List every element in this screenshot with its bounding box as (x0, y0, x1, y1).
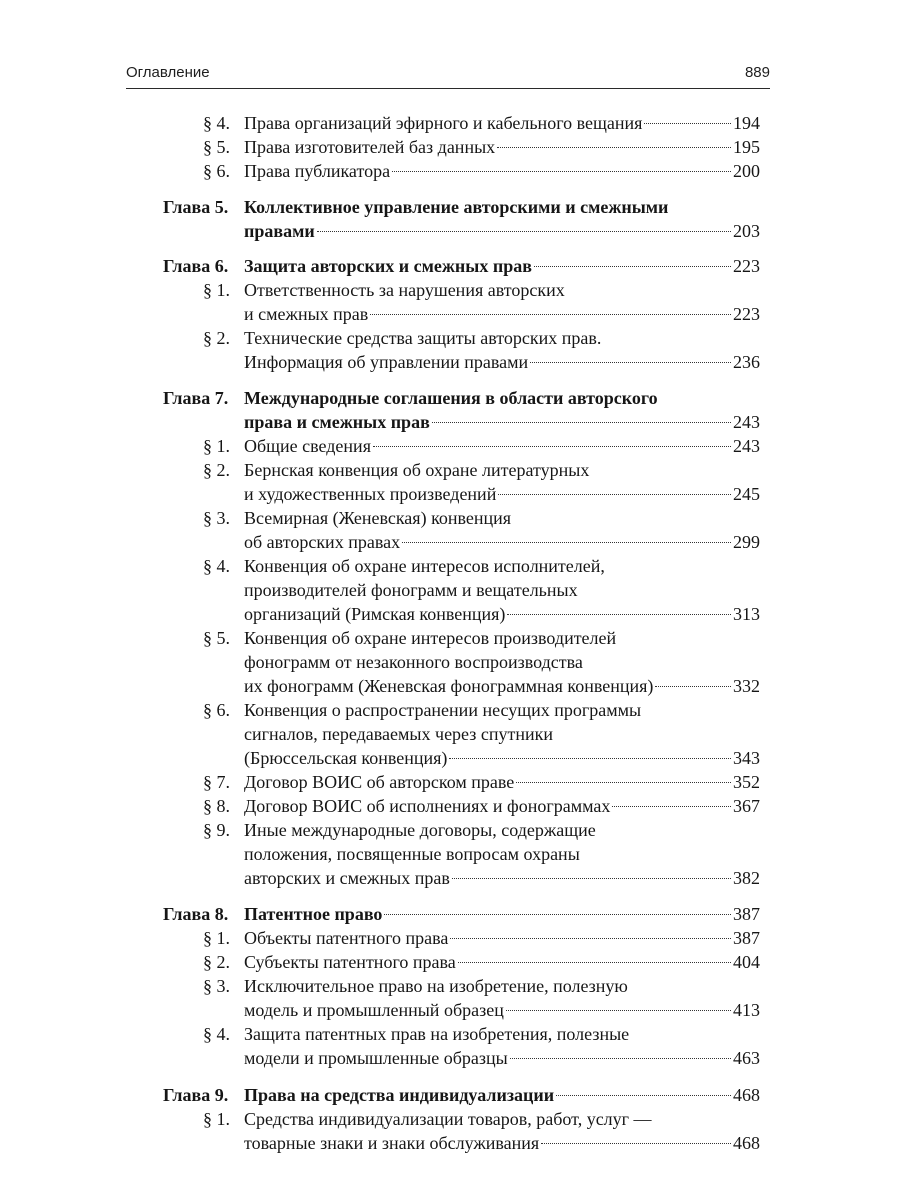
toc-page-number: 413 (733, 1000, 760, 1020)
toc-chapter-number: Глава 8. (163, 904, 229, 924)
toc-page-number: 332 (733, 676, 760, 696)
toc-section-number: § 1. (203, 436, 230, 456)
toc-section-number: § 6. (203, 700, 230, 720)
toc-section-number: § 3. (203, 976, 230, 996)
leader-dots (541, 1143, 731, 1144)
toc-entry[interactable]: Права на средства индивидуализации 468 (244, 1082, 760, 1108)
toc-section-number: § 9. (203, 820, 230, 840)
toc-chapter-number: Глава 9. (163, 1085, 229, 1105)
toc-page-number: 243 (733, 412, 760, 432)
toc-entry-line[interactable]: Всемирная (Женевская) конвенция (244, 508, 512, 528)
toc-entry[interactable]: их фонограмм (Женевская фонограммная конвенция) 332 (244, 673, 760, 699)
leader-dots (516, 782, 731, 783)
toc-entry[interactable]: Информация об управлении правами 236 (244, 349, 760, 375)
toc-entry[interactable]: об авторских правах 299 (244, 529, 760, 555)
toc-entry[interactable]: модели и промышленные образцы 463 (244, 1045, 760, 1071)
toc-section-number: § 1. (203, 280, 230, 300)
toc-section-number: § 2. (203, 952, 230, 972)
leader-dots (452, 878, 731, 879)
toc-page-number: 404 (733, 952, 760, 972)
leader-dots (612, 806, 731, 807)
toc-page-number: 200 (733, 161, 760, 181)
toc-page-number: 203 (733, 221, 760, 241)
toc-section-number: § 7. (203, 772, 230, 792)
toc-entry[interactable]: и художественных произведений 245 (244, 481, 760, 507)
toc-page-number: 387 (733, 904, 760, 924)
toc-page-number: 195 (733, 137, 760, 157)
toc-page-number: 367 (733, 796, 760, 816)
leader-dots (402, 542, 731, 543)
toc-entry-line[interactable]: Конвенция об охране интересов производителей (244, 628, 617, 648)
toc-section-number: § 5. (203, 137, 230, 157)
leader-dots (432, 422, 731, 423)
toc-entry-line[interactable]: положения, посвященные вопросам охраны (244, 844, 580, 864)
toc-page-number: 352 (733, 772, 760, 792)
leader-dots (498, 494, 731, 495)
toc-entry-line[interactable]: производителей фонограмм и вещательных (244, 580, 578, 600)
leader-dots (556, 1095, 731, 1096)
toc-entry-line[interactable]: Конвенция о распространении несущих программы (244, 700, 642, 720)
leader-dots (450, 938, 731, 939)
toc-section-number: § 1. (203, 1109, 230, 1129)
toc-page-number: 223 (733, 304, 760, 324)
toc-page-number: 243 (733, 436, 760, 456)
toc-entry-line[interactable]: Исключительное право на изобретение, полезную (244, 976, 628, 996)
toc-chapter-title[interactable]: Коллективное управление авторскими и смежными (244, 197, 669, 217)
leader-dots (317, 231, 731, 232)
leader-dots (655, 686, 731, 687)
toc-chapter-number: Глава 6. (163, 256, 229, 276)
toc-page-number: 387 (733, 928, 760, 948)
leader-dots (534, 266, 731, 267)
toc-entry-line[interactable]: Средства индивидуализации товаров, работ, услуг — (244, 1109, 652, 1129)
toc-entry[interactable]: модель и промышленный образец 413 (244, 997, 760, 1023)
toc-page-number: 463 (733, 1048, 760, 1068)
toc-section-number: § 8. (203, 796, 230, 816)
leader-dots (458, 962, 731, 963)
leader-dots (370, 314, 731, 315)
toc-entry-line[interactable]: Конвенция об охране интересов исполнителей, (244, 556, 605, 576)
leader-dots (510, 1058, 731, 1059)
leader-dots (392, 171, 731, 172)
toc-entry[interactable]: (Брюссельская конвенция) 343 (244, 745, 760, 771)
toc-entry[interactable]: Договор ВОИС об исполнениях и фонограммах 367 (244, 793, 760, 819)
toc-entry-line[interactable]: Бернская конвенция об охране литературных (244, 460, 590, 480)
toc-section-number: § 4. (203, 556, 230, 576)
toc-section-number: § 5. (203, 628, 230, 648)
leader-dots (497, 147, 731, 148)
leader-dots (384, 914, 731, 915)
toc-page-number: 313 (733, 604, 760, 624)
toc-page-number: 245 (733, 484, 760, 504)
toc-page-number: 468 (733, 1133, 760, 1153)
toc-entry-line[interactable]: фонограмм от незаконного воспроизводства (244, 652, 583, 672)
toc-page-number: 236 (733, 352, 760, 372)
toc-section-number: § 4. (203, 1024, 230, 1044)
toc-entry[interactable]: права и смежных прав 243 (244, 409, 760, 435)
toc-entry-line[interactable]: Технические средства защиты авторских прав. (244, 328, 602, 348)
toc-section-number: § 3. (203, 508, 230, 528)
leader-dots (373, 446, 731, 447)
leader-dots (449, 758, 731, 759)
toc-entry[interactable]: авторских и смежных прав 382 (244, 865, 760, 891)
toc-entry-line[interactable]: Защита патентных прав на изобретения, полезные (244, 1024, 630, 1044)
toc-section-number: § 1. (203, 928, 230, 948)
toc-entry[interactable]: правами 203 (244, 218, 760, 244)
toc-entry-line[interactable]: Ответственность за нарушения авторских (244, 280, 565, 300)
toc-chapter-number: Глава 5. (163, 197, 229, 217)
toc-entry[interactable]: Объекты патентного права 387 (244, 925, 760, 951)
toc-section-number: § 2. (203, 460, 230, 480)
toc-section-number: § 2. (203, 328, 230, 348)
leader-dots (530, 362, 731, 363)
toc-section-number: § 6. (203, 161, 230, 181)
toc-entry[interactable]: товарные знаки и знаки обслуживания 468 (244, 1130, 760, 1156)
toc-entry[interactable]: и смежных прав 223 (244, 301, 760, 327)
toc-entry-line[interactable]: Иные международные договоры, содержащие (244, 820, 596, 840)
toc-chapter-number: Глава 7. (163, 388, 229, 408)
leader-dots (507, 614, 731, 615)
toc-chapter-title[interactable]: Международные соглашения в области авторского (244, 388, 658, 408)
toc-page-number: 194 (733, 113, 760, 133)
running-header-title: Оглавление (126, 64, 210, 81)
toc-page-number: 382 (733, 868, 760, 888)
leader-dots (644, 123, 731, 124)
toc-entry[interactable]: Субъекты патентного права 404 (244, 949, 760, 975)
toc-page-number: 299 (733, 532, 760, 552)
toc-entry[interactable]: Защита авторских и смежных прав 223 (244, 253, 760, 279)
toc-entry-line[interactable]: сигналов, передаваемых через спутники (244, 724, 554, 744)
toc-entry[interactable]: Права организаций эфирного и кабельного вещания 194 (244, 110, 760, 136)
toc-entry[interactable]: Права публикатора 200 (244, 158, 760, 184)
toc-section-number: § 4. (203, 113, 230, 133)
page-number: 889 (744, 64, 770, 81)
toc-entry[interactable]: Договор ВОИС об авторском праве 352 (244, 769, 760, 795)
toc-entry[interactable]: Патентное право 387 (244, 901, 760, 927)
toc-entry[interactable]: Общие сведения 243 (244, 433, 760, 459)
leader-dots (506, 1010, 731, 1011)
toc-entry[interactable]: Права изготовителей баз данных 195 (244, 134, 760, 160)
toc-page-number: 223 (733, 256, 760, 276)
toc-page-number: 343 (733, 748, 760, 768)
toc-entry[interactable]: организаций (Римская конвенция) 313 (244, 601, 760, 627)
toc-page-number: 468 (733, 1085, 760, 1105)
